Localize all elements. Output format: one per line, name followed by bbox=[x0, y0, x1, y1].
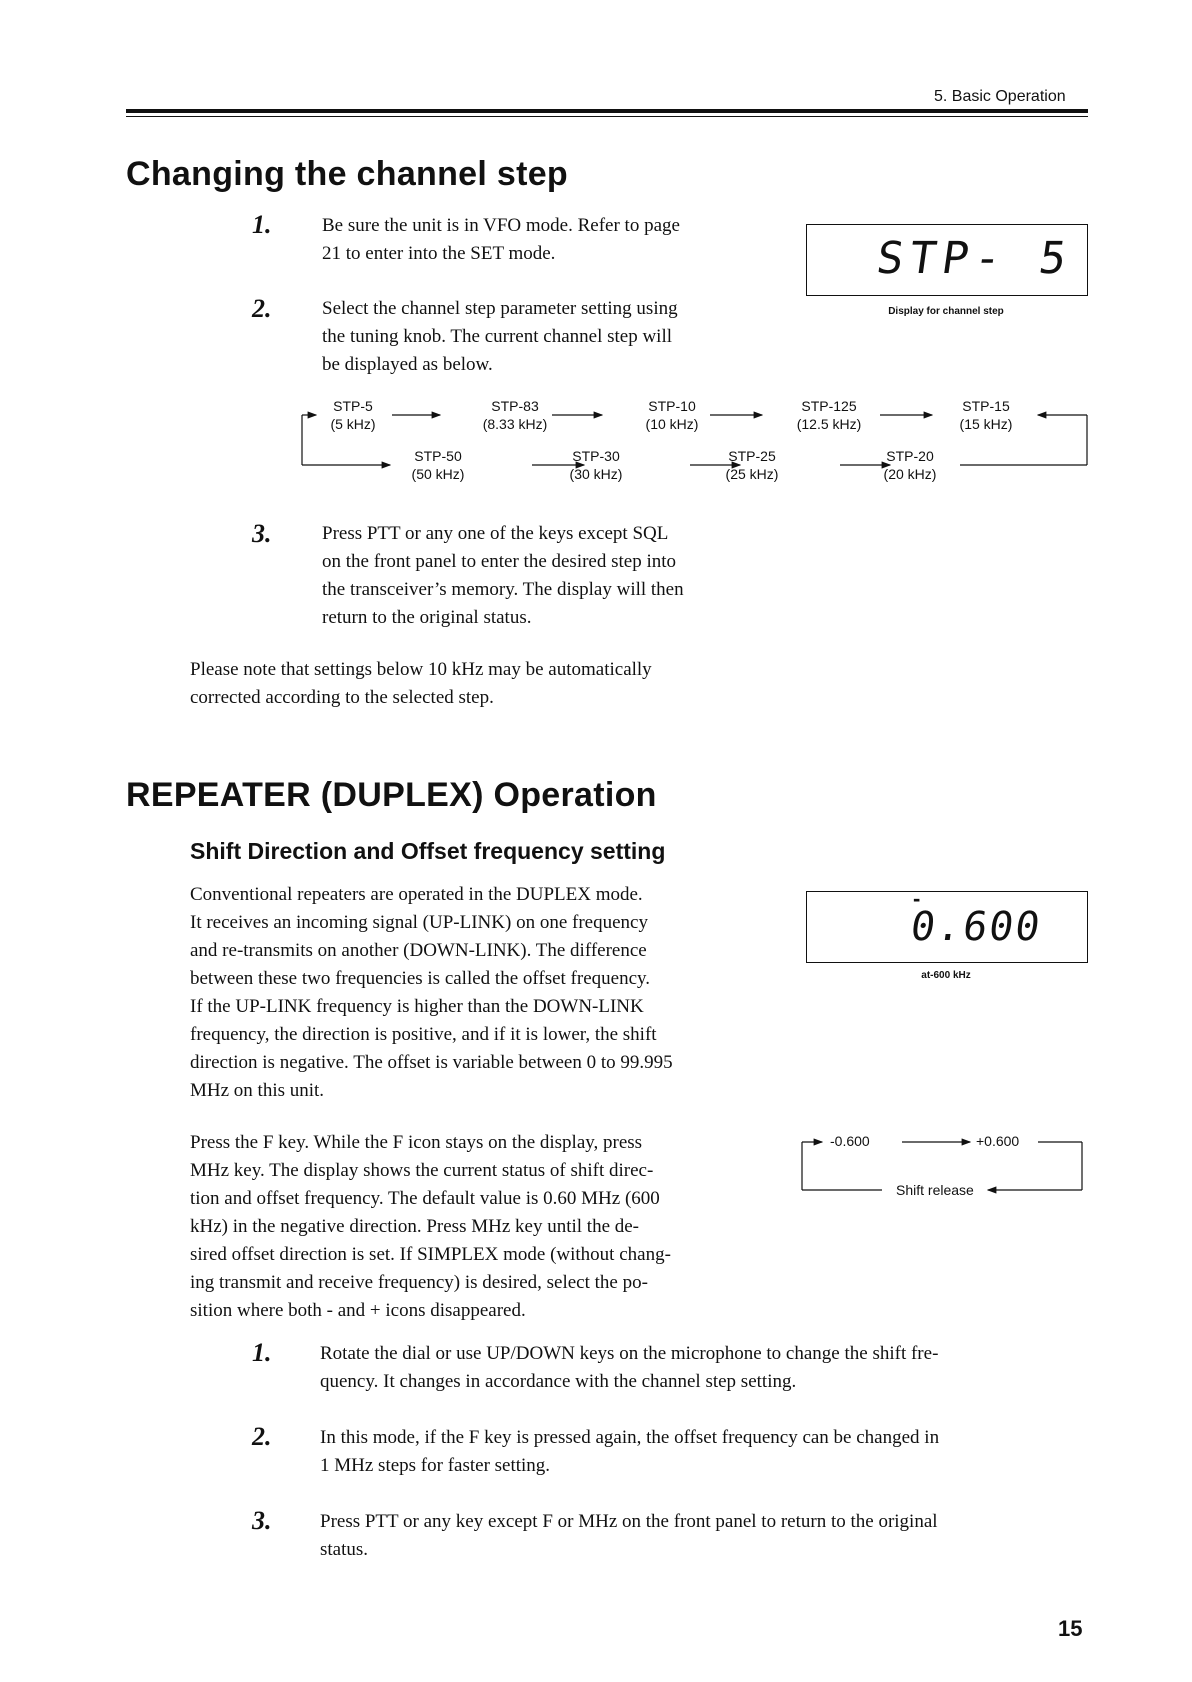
header-rule-thin bbox=[126, 116, 1088, 117]
step-option: STP-5 (5 kHz) bbox=[330, 398, 376, 432]
header-rule bbox=[126, 109, 1088, 113]
step-number: 2. bbox=[252, 294, 272, 323]
step-2-text: Select the channel step parameter setting using the tuning knob. The current channel step will be displayed as below. bbox=[322, 298, 678, 375]
dup-step-1-text: Rotate the dial or use UP/DOWN keys on the microphone to change the shift fre- quency. It changes in accordance with the channel step setting. bbox=[320, 1343, 939, 1392]
step-option: STP-10 (10 kHz) bbox=[645, 398, 699, 432]
shift-option-minus: -0.600 bbox=[830, 1133, 870, 1149]
step-option: STP-30 (30 kHz) bbox=[569, 448, 623, 482]
dup-step-2-text: In this mode, if the F key is pressed again, the offset frequency can be changed in 1 MHz steps for faster setting. bbox=[320, 1427, 940, 1476]
step-number: 1. bbox=[252, 210, 272, 239]
step-option: STP-20 (20 kHz) bbox=[883, 448, 937, 482]
shift-option-plus: +0.600 bbox=[976, 1133, 1020, 1149]
lcd-minus-sign: - bbox=[913, 886, 921, 911]
running-header: 5. Basic Operation bbox=[934, 88, 1066, 105]
lcd-display-offset bbox=[806, 886, 1088, 963]
step-3-text: Press PTT or any one of the keys except SQL on the front panel to enter the desired step into the transceiver’s memory. The display will then return to the original status. bbox=[322, 523, 684, 628]
step-number: 3. bbox=[252, 1506, 272, 1535]
step-option: STP-125 (12.5 kHz) bbox=[796, 398, 862, 432]
step-number: 3. bbox=[252, 519, 272, 548]
intro-paragraph: Conventional repeaters are operated in the DUPLEX mode. It receives an incoming signal (UP-LINK) on one frequency and re-transmits on another (DOWN-LINK). The difference between these two frequencies is called the offset frequency. If the UP-LINK frequency is higher than the DOWN-LINK frequency, the direction is positive, and if it is lower, the shift direction is negative. The offset is variable between 0 to 99.995 MHz on this unit. bbox=[190, 884, 673, 1101]
lcd-display-channel-step bbox=[806, 224, 1088, 296]
step-1-text: Be sure the unit is in VFO mode. Refer to page 21 to enter into the SET mode. bbox=[322, 215, 680, 264]
subsection-title: Shift Direction and Offset frequency setting bbox=[190, 838, 666, 864]
lcd-caption: at-600 kHz bbox=[921, 970, 971, 981]
dup-step-3-text: Press PTT or any key except F or MHz on the front panel to return to the original status. bbox=[320, 1511, 938, 1560]
page-number: 15 bbox=[1058, 1616, 1083, 1641]
step-number: 1. bbox=[252, 1338, 272, 1367]
lcd-readout: 0.600 bbox=[907, 904, 1045, 950]
note-paragraph: Please note that settings below 10 kHz may be automatically corrected according to the selected step. bbox=[190, 659, 652, 708]
step-option: STP-50 (50 kHz) bbox=[411, 448, 465, 482]
step-option: STP-15 (15 kHz) bbox=[959, 398, 1013, 432]
shift-option-release: Shift release bbox=[896, 1182, 974, 1198]
press-paragraph: Press the F key. While the F icon stays on the display, press MHz key. The display shows the current status of shift direc- tion and offset frequency. The default value is 0.60 MHz (600 kHz) in the negative direction. Press MHz key until the de- sired offset direction is set. If SIMPLEX mode (without chang- ing transmit and receive frequency) is desired, select the po- sition where both - and + icons disappeared. bbox=[190, 1132, 671, 1321]
section-title-channel-step: Changing the channel step bbox=[126, 155, 568, 193]
step-option: STP-83 (8.33 kHz) bbox=[482, 398, 548, 432]
lcd-readout: STP- 5 bbox=[873, 233, 1076, 284]
step-option: STP-25 (25 kHz) bbox=[725, 448, 779, 482]
step-number: 2. bbox=[252, 1422, 272, 1451]
section-title-repeater: REPEATER (DUPLEX) Operation bbox=[126, 776, 657, 814]
lcd-caption: Display for channel step bbox=[888, 306, 1004, 317]
